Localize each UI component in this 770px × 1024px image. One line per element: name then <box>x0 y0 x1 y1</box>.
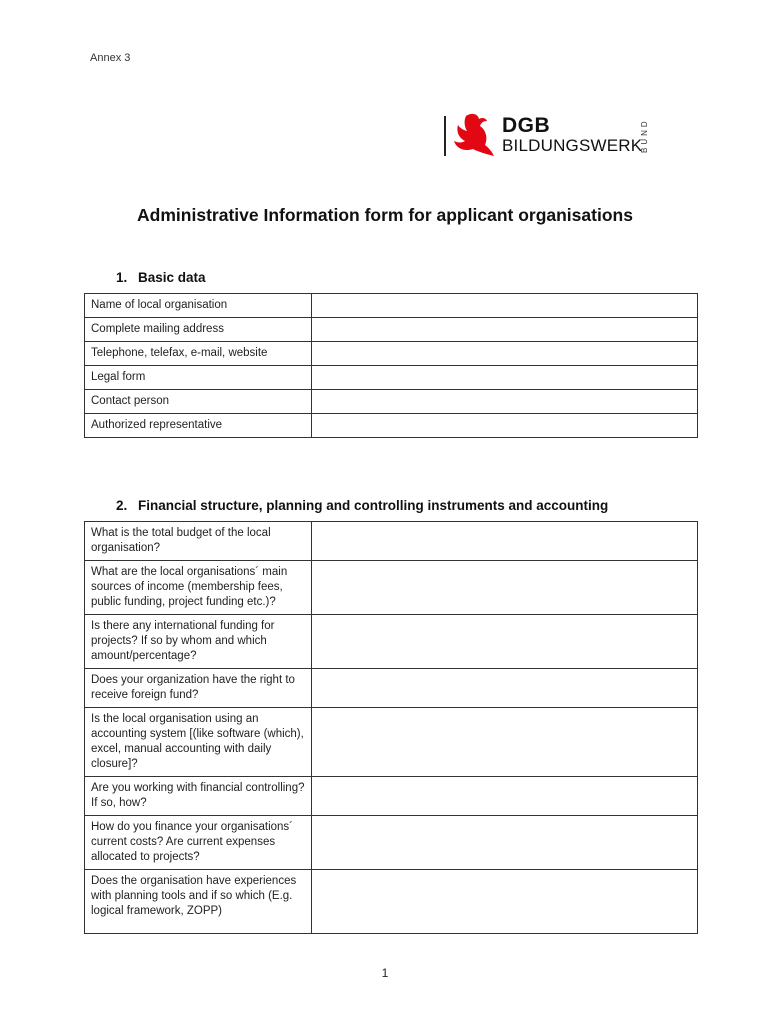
field-label: Name of local organisation <box>85 294 312 318</box>
section-2-title: Financial structure, planning and controlling instruments and accounting <box>138 498 609 513</box>
financial-structure-table <box>84 521 698 934</box>
table-row <box>85 318 698 342</box>
table-row <box>85 294 698 318</box>
logo-text-dgb: DGB <box>502 114 551 137</box>
field-label: Legal form <box>85 366 312 390</box>
table-row <box>85 390 698 414</box>
field-input-cell[interactable] <box>312 366 698 390</box>
basic-data-table <box>84 293 698 438</box>
field-input-cell[interactable] <box>312 390 698 414</box>
table-row <box>85 669 698 708</box>
logo-text-bildungswerk: BILDUNGSWERK <box>502 136 643 155</box>
field-input-cell[interactable] <box>312 816 698 870</box>
table-row <box>85 522 698 561</box>
field-input-cell[interactable] <box>312 870 698 934</box>
field-label: Are you working with financial controlling? If so, how? <box>85 777 312 816</box>
table-row <box>85 366 698 390</box>
section-2-number: 2. <box>116 498 128 513</box>
field-label: Does your organization have the right to receive foreign fund? <box>85 669 312 708</box>
table-row <box>85 777 698 816</box>
field-label: What is the total budget of the local organisation? <box>85 522 312 561</box>
field-input-cell[interactable] <box>312 777 698 816</box>
field-input-cell[interactable] <box>312 669 698 708</box>
field-label: What are the local organisations´ main sources of income (membership fees, public funding, project funding etc.)? <box>85 561 312 615</box>
section-1-number: 1. <box>116 270 128 285</box>
page-title: Administrative Information form for applicant organisations <box>137 205 633 225</box>
section-1-heading <box>116 270 206 285</box>
table-row <box>85 870 698 934</box>
annex-label: Annex 3 <box>90 52 131 64</box>
dgb-logo <box>444 110 664 162</box>
field-label: Telephone, telefax, e-mail, website <box>85 342 312 366</box>
field-label: Complete mailing address <box>85 318 312 342</box>
page-number: 1 <box>381 966 389 980</box>
logo-divider <box>444 116 446 156</box>
table-row <box>85 615 698 669</box>
field-input-cell[interactable] <box>312 294 698 318</box>
field-label: How do you finance your organisations´ current costs? Are current expenses allocated to projects? <box>85 816 312 870</box>
field-input-cell[interactable] <box>312 615 698 669</box>
field-label: Does the organisation have experiences with planning tools and if so which (E.g. logical framework, ZOPP) <box>85 870 312 934</box>
field-input-cell[interactable] <box>312 342 698 366</box>
table-row <box>85 708 698 777</box>
field-input-cell[interactable] <box>312 561 698 615</box>
table-row <box>85 342 698 366</box>
field-label: Authorized representative <box>85 414 312 438</box>
field-input-cell[interactable] <box>312 318 698 342</box>
field-input-cell[interactable] <box>312 708 698 777</box>
field-label: Contact person <box>85 390 312 414</box>
table-row <box>85 561 698 615</box>
section-1-title: Basic data <box>138 270 206 285</box>
field-input-cell[interactable] <box>312 522 698 561</box>
field-label: Is there any international funding for projects? If so by whom and which amount/percentage? <box>85 615 312 669</box>
field-label: Is the local organisation using an accounting system [(like software (which), excel, manual accounting with daily closure]? <box>85 708 312 777</box>
field-input-cell[interactable] <box>312 414 698 438</box>
table-row <box>85 816 698 870</box>
logo-text-bund: BUND <box>640 118 649 154</box>
table-row <box>85 414 698 438</box>
dgb-bird-icon <box>452 110 496 160</box>
section-2-heading <box>116 498 608 513</box>
